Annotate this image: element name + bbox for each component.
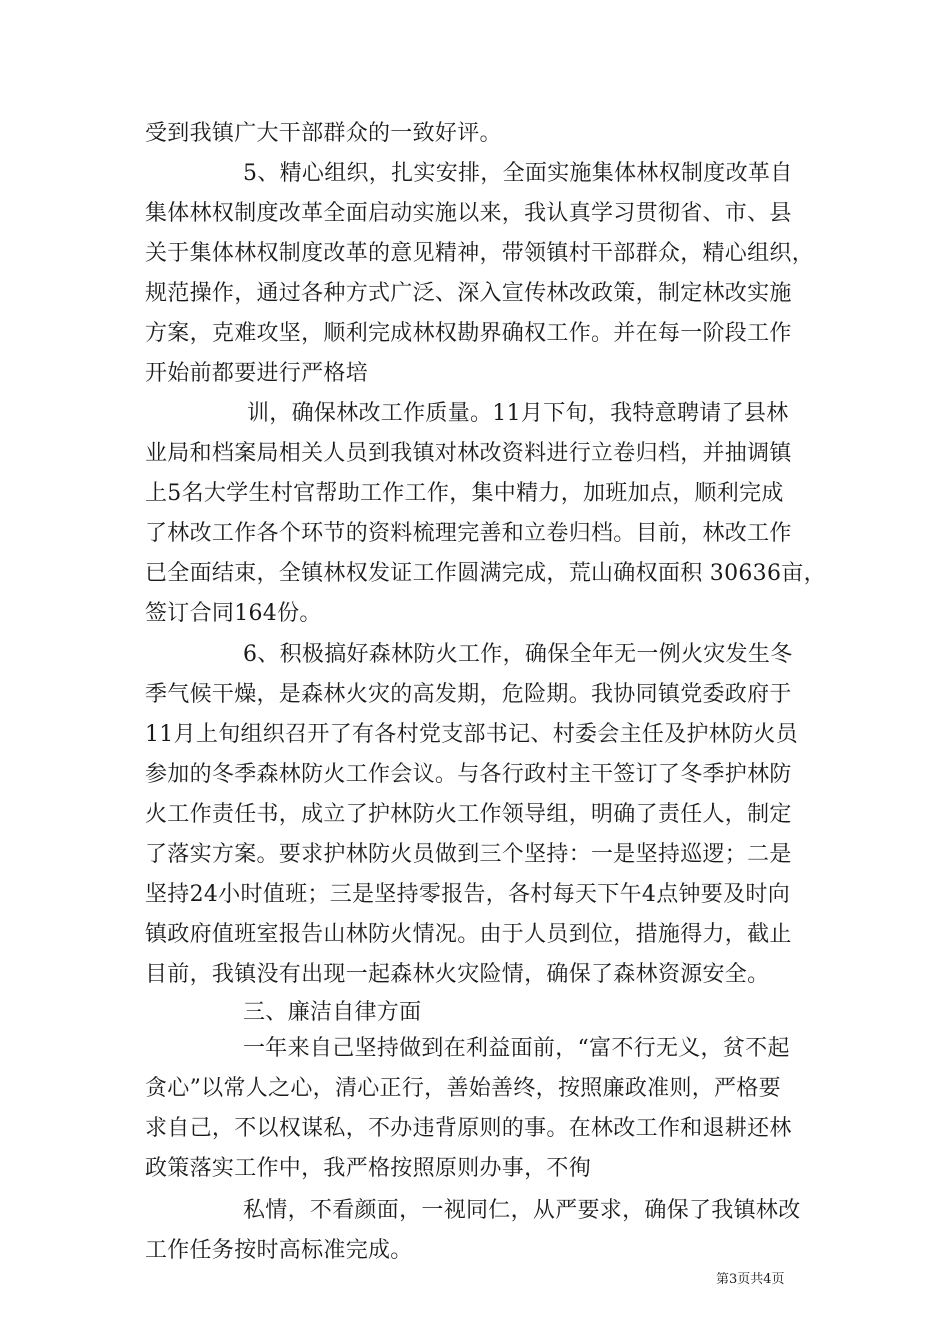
text-line: 火工作责任书，成立了护林防火工作领导组，明确了责任人，制定 [145, 802, 792, 827]
text-line: 签订合同164份。 [145, 601, 322, 626]
text-line: 贪心”以常人之心，清心正行，善始善终，按照廉政准则，严格要 [145, 1076, 781, 1101]
text-line: 训，确保林改工作质量。11月下旬，我特意聘请了县林 [247, 401, 789, 426]
text-line: 了落实方案。要求护林防火员做到三个坚持：一是坚持巡逻；二是 [145, 842, 792, 867]
text-line: 私情，不看颜面，一视同仁，从严要求，确保了我镇林改 [243, 1198, 801, 1223]
text-line: 了林改工作各个环节的资料梳理完善和立卷归档。目前，林改工作 [145, 521, 792, 546]
text-line: 规范操作，通过各种方式广泛、深入宣传林改政策，制定林改实施 [145, 281, 792, 306]
text-line: 求自己，不以权谋私，不办违背原则的事。在林改工作和退耕还林 [145, 1116, 792, 1141]
text-line: 参加的冬季森林防火工作会议。与各行政村主干签订了冬季护林防 [145, 762, 792, 787]
text-line: 11月上旬组织召开了有各村党支部书记、村委会主任及护林防火员 [145, 722, 798, 747]
text-line: 工作任务按时高标准完成。 [145, 1238, 413, 1263]
text-line: 上5名大学生村官帮助工作工作，集中精力，加班加点，顺利完成 [145, 481, 784, 506]
page-indicator: 第3页共4页 [716, 1272, 785, 1287]
text-line: 开始前都要进行严格培 [145, 361, 369, 386]
text-line: 一年来自己坚持做到在利益面前，“富不行无义，贫不起 [243, 1036, 790, 1061]
text-line: 6、积极搞好森林防火工作，确保全年无一例火灾发生冬 [243, 642, 793, 667]
text-line: 业局和档案局相关人员到我镇对林改资料进行立卷归档，并抽调镇 [145, 441, 792, 466]
section-heading: 三、廉洁自律方面 [243, 1000, 422, 1025]
text-line: 受到我镇广大干部群众的一致好评。 [145, 121, 502, 146]
text-line: 关于集体林权制度改革的意见精神，带领镇村干部群众，精心组织， [145, 241, 815, 266]
text-line: 政策落实工作中，我严格按照原则办事，不徇 [145, 1156, 592, 1181]
text-line: 5、精心组织，扎实安排，全面实施集体林权制度改革自 [243, 161, 793, 186]
text-line: 坚持24小时值班；三是坚持零报告，各村每天下午4点钟要及时向 [145, 882, 790, 907]
text-line: 目前，我镇没有出现一起森林火灾险情，确保了森林资源安全。 [145, 962, 770, 987]
text-line: 季气候干燥，是森林火灾的高发期，危险期。我协同镇党委政府于 [145, 682, 792, 707]
text-line: 集体林权制度改革全面启动实施以来，我认真学习贯彻省、市、县 [145, 201, 792, 226]
text-line: 已全面结束，全镇林权发证工作圆满完成，荒山确权面积 30636亩， [145, 561, 826, 586]
text-line: 镇政府值班室报告山林防火情况。由于人员到位，措施得力，截止 [145, 922, 792, 947]
text-line: 方案，克难攻坚，顺利完成林权勘界确权工作。并在每一阶段工作 [145, 321, 792, 346]
